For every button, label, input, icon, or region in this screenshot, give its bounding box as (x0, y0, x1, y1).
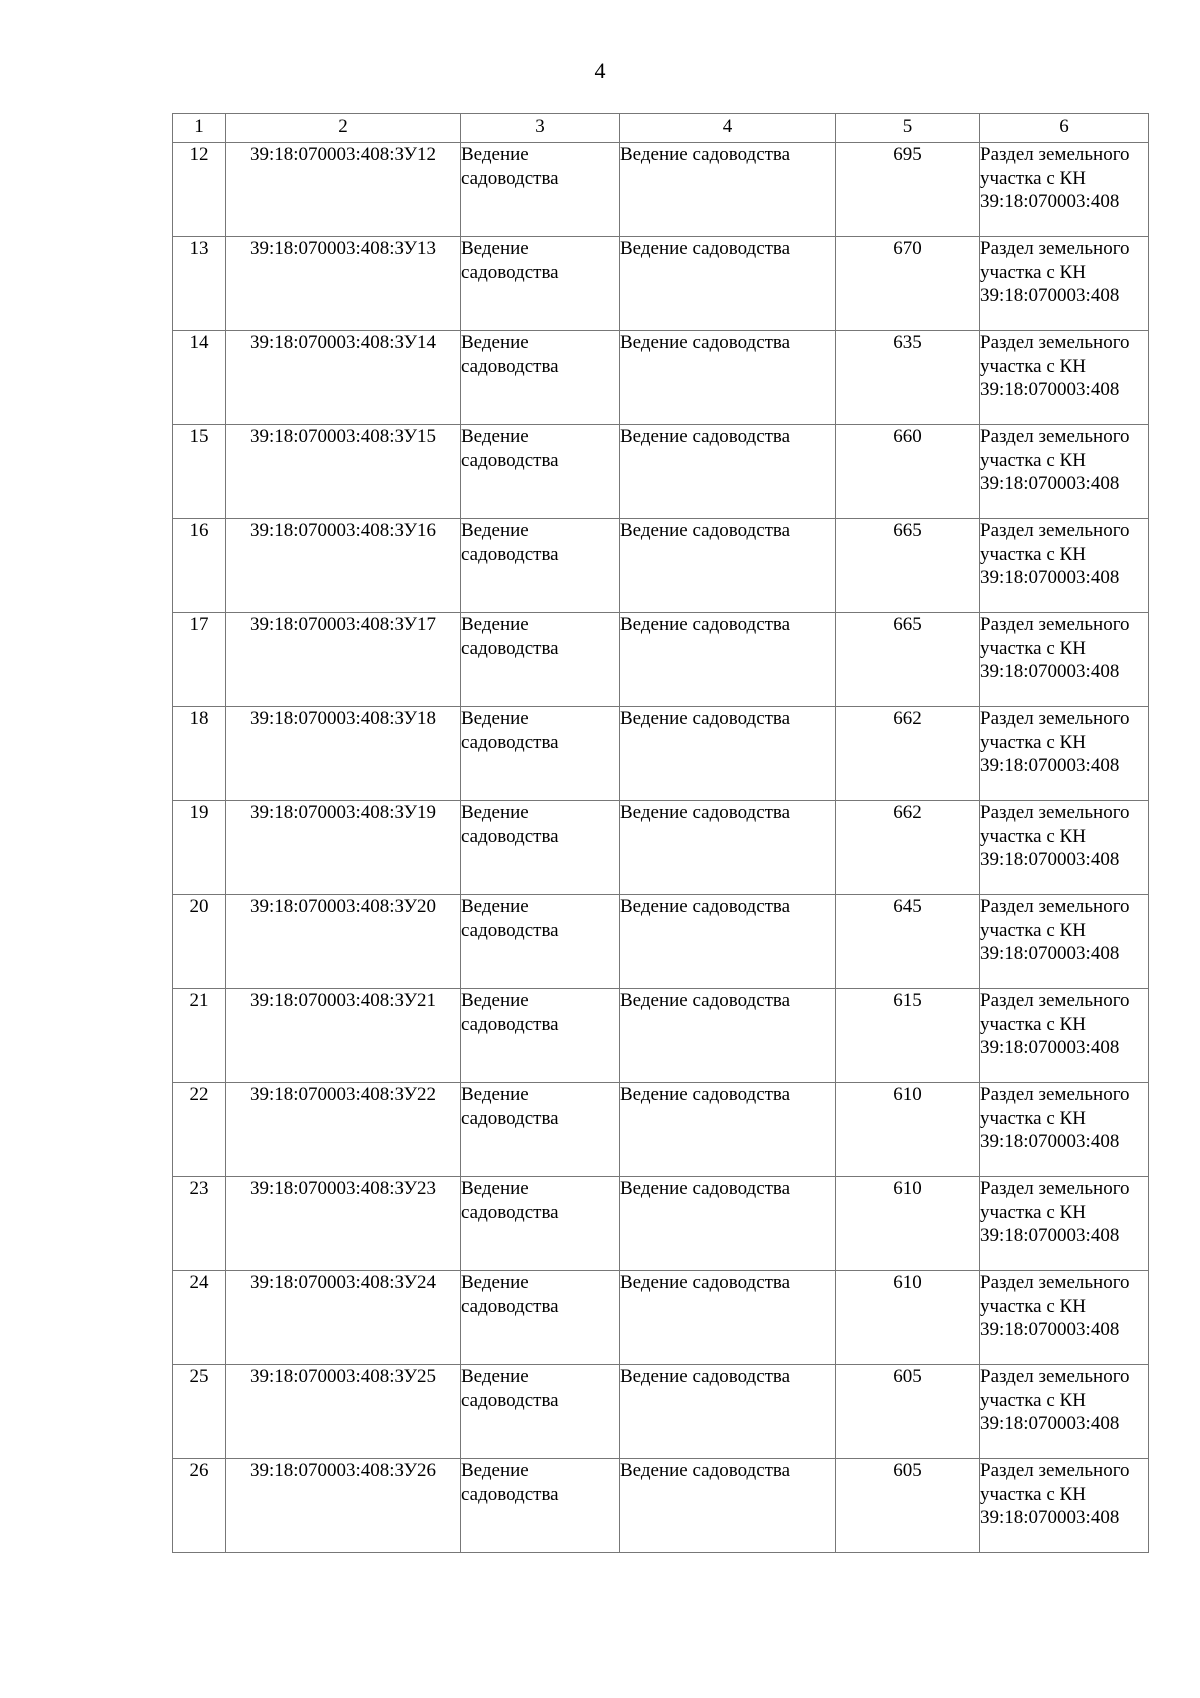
cadastral-number-cell: 39:18:070003:408:ЗУ26 (226, 1459, 461, 1553)
note-cell: Раздел земельного участка с КН 39:18:070003:408 (980, 1177, 1149, 1271)
use-type-cell: Ведение садоводства (620, 143, 836, 237)
cadastral-number-cell: 39:18:070003:408:ЗУ18 (226, 707, 461, 801)
area-cell: 610 (836, 1177, 980, 1271)
table-row (173, 425, 1149, 519)
cadastral-number-cell: 39:18:070003:408:ЗУ22 (226, 1083, 461, 1177)
row-number-cell: 24 (173, 1271, 226, 1365)
permitted-use-cell: Ведение садоводства (461, 1365, 620, 1459)
table-row (173, 1271, 1149, 1365)
use-type-cell: Ведение садоводства (620, 895, 836, 989)
cadastral-number-cell: 39:18:070003:408:ЗУ21 (226, 989, 461, 1083)
cadastral-number-cell: 39:18:070003:408:ЗУ20 (226, 895, 461, 989)
permitted-use-cell: Ведение садоводства (461, 331, 620, 425)
permitted-use-cell: Ведение садоводства (461, 613, 620, 707)
area-cell: 665 (836, 519, 980, 613)
row-number-cell: 15 (173, 425, 226, 519)
permitted-use-cell: Ведение садоводства (461, 519, 620, 613)
note-cell: Раздел земельного участка с КН 39:18:070003:408 (980, 1459, 1149, 1553)
row-number-cell: 12 (173, 143, 226, 237)
permitted-use-cell: Ведение садоводства (461, 1271, 620, 1365)
area-cell: 662 (836, 707, 980, 801)
use-type-cell: Ведение садоводства (620, 1365, 836, 1459)
note-cell: Раздел земельного участка с КН 39:18:070003:408 (980, 1271, 1149, 1365)
note-cell: Раздел земельного участка с КН 39:18:070003:408 (980, 1365, 1149, 1459)
area-cell: 695 (836, 143, 980, 237)
permitted-use-cell: Ведение садоводства (461, 1459, 620, 1553)
cadastral-number-cell: 39:18:070003:408:ЗУ13 (226, 237, 461, 331)
use-type-cell: Ведение садоводства (620, 1083, 836, 1177)
note-cell: Раздел земельного участка с КН 39:18:070003:408 (980, 707, 1149, 801)
area-cell: 662 (836, 801, 980, 895)
table-body (173, 143, 1149, 1553)
use-type-cell: Ведение садоводства (620, 613, 836, 707)
note-cell: Раздел земельного участка с КН 39:18:070003:408 (980, 989, 1149, 1083)
permitted-use-cell: Ведение садоводства (461, 143, 620, 237)
column-header: 4 (620, 114, 836, 143)
area-cell: 660 (836, 425, 980, 519)
permitted-use-cell: Ведение садоводства (461, 425, 620, 519)
area-cell: 605 (836, 1459, 980, 1553)
use-type-cell: Ведение садоводства (620, 425, 836, 519)
use-type-cell: Ведение садоводства (620, 1459, 836, 1553)
column-header: 3 (461, 114, 620, 143)
table-row (173, 519, 1149, 613)
cadastral-number-cell: 39:18:070003:408:ЗУ16 (226, 519, 461, 613)
area-cell: 645 (836, 895, 980, 989)
parcels-table (172, 113, 1149, 1553)
permitted-use-cell: Ведение садоводства (461, 237, 620, 331)
row-number-cell: 19 (173, 801, 226, 895)
note-cell: Раздел земельного участка с КН 39:18:070003:408 (980, 331, 1149, 425)
use-type-cell: Ведение садоводства (620, 331, 836, 425)
area-cell: 610 (836, 1083, 980, 1177)
row-number-cell: 22 (173, 1083, 226, 1177)
row-number-cell: 14 (173, 331, 226, 425)
table-row (173, 1365, 1149, 1459)
row-number-cell: 17 (173, 613, 226, 707)
table-header-row (173, 114, 1149, 143)
use-type-cell: Ведение садоводства (620, 1177, 836, 1271)
column-header: 1 (173, 114, 226, 143)
table-row (173, 707, 1149, 801)
page-number: 4 (594, 58, 606, 83)
table-row (173, 1177, 1149, 1271)
use-type-cell: Ведение садоводства (620, 519, 836, 613)
note-cell: Раздел земельного участка с КН 39:18:070003:408 (980, 1083, 1149, 1177)
use-type-cell: Ведение садоводства (620, 801, 836, 895)
table-row (173, 895, 1149, 989)
area-cell: 605 (836, 1365, 980, 1459)
use-type-cell: Ведение садоводства (620, 237, 836, 331)
table-row (173, 143, 1149, 237)
area-cell: 615 (836, 989, 980, 1083)
row-number-cell: 20 (173, 895, 226, 989)
area-cell: 665 (836, 613, 980, 707)
use-type-cell: Ведение садоводства (620, 707, 836, 801)
note-cell: Раздел земельного участка с КН 39:18:070003:408 (980, 425, 1149, 519)
row-number-cell: 18 (173, 707, 226, 801)
permitted-use-cell: Ведение садоводства (461, 895, 620, 989)
cadastral-number-cell: 39:18:070003:408:ЗУ23 (226, 1177, 461, 1271)
cadastral-number-cell: 39:18:070003:408:ЗУ24 (226, 1271, 461, 1365)
permitted-use-cell: Ведение садоводства (461, 1083, 620, 1177)
permitted-use-cell: Ведение садоводства (461, 707, 620, 801)
table-row (173, 237, 1149, 331)
use-type-cell: Ведение садоводства (620, 989, 836, 1083)
row-number-cell: 16 (173, 519, 226, 613)
row-number-cell: 13 (173, 237, 226, 331)
use-type-cell: Ведение садоводства (620, 1271, 836, 1365)
note-cell: Раздел земельного участка с КН 39:18:070003:408 (980, 143, 1149, 237)
permitted-use-cell: Ведение садоводства (461, 1177, 620, 1271)
table-row (173, 331, 1149, 425)
note-cell: Раздел земельного участка с КН 39:18:070003:408 (980, 613, 1149, 707)
cadastral-number-cell: 39:18:070003:408:ЗУ12 (226, 143, 461, 237)
row-number-cell: 25 (173, 1365, 226, 1459)
cadastral-number-cell: 39:18:070003:408:ЗУ15 (226, 425, 461, 519)
table-row (173, 801, 1149, 895)
column-header: 5 (836, 114, 980, 143)
area-cell: 610 (836, 1271, 980, 1365)
table-row (173, 1459, 1149, 1553)
permitted-use-cell: Ведение садоводства (461, 801, 620, 895)
column-header: 2 (226, 114, 461, 143)
area-cell: 635 (836, 331, 980, 425)
permitted-use-cell: Ведение садоводства (461, 989, 620, 1083)
area-cell: 670 (836, 237, 980, 331)
cadastral-number-cell: 39:18:070003:408:ЗУ19 (226, 801, 461, 895)
row-number-cell: 26 (173, 1459, 226, 1553)
note-cell: Раздел земельного участка с КН 39:18:070003:408 (980, 237, 1149, 331)
row-number-cell: 21 (173, 989, 226, 1083)
cadastral-number-cell: 39:18:070003:408:ЗУ25 (226, 1365, 461, 1459)
note-cell: Раздел земельного участка с КН 39:18:070003:408 (980, 801, 1149, 895)
cadastral-number-cell: 39:18:070003:408:ЗУ17 (226, 613, 461, 707)
cadastral-number-cell: 39:18:070003:408:ЗУ14 (226, 331, 461, 425)
note-cell: Раздел земельного участка с КН 39:18:070003:408 (980, 895, 1149, 989)
row-number-cell: 23 (173, 1177, 226, 1271)
note-cell: Раздел земельного участка с КН 39:18:070003:408 (980, 519, 1149, 613)
table-row (173, 1083, 1149, 1177)
table-row (173, 989, 1149, 1083)
table-row (173, 613, 1149, 707)
column-header: 6 (980, 114, 1149, 143)
